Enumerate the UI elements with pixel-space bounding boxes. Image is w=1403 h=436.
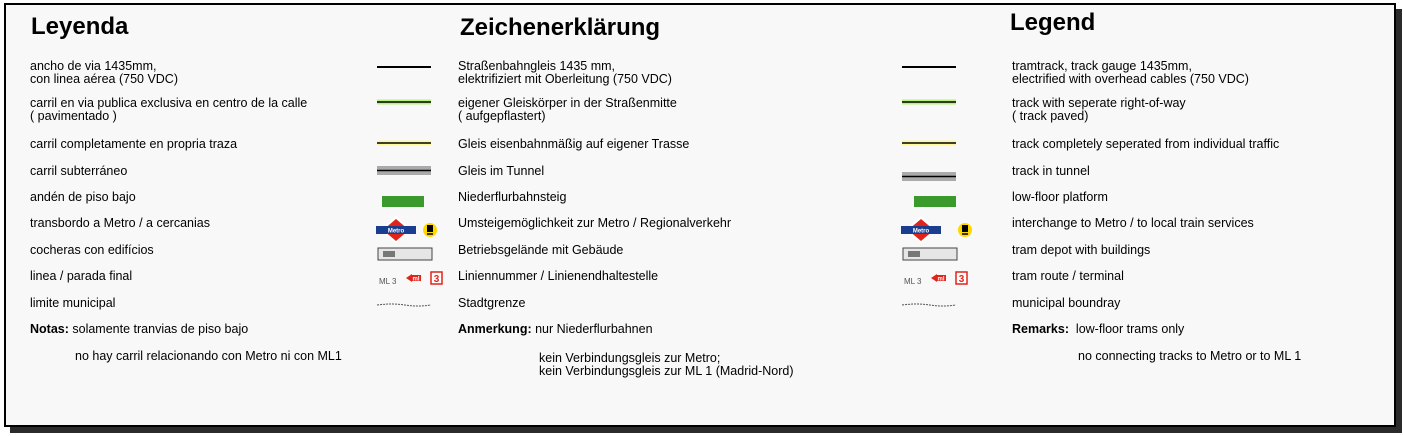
metro-icon [376,216,416,244]
metro-icon-label-es: Metro [387,228,405,235]
route-terminal-icon [379,272,442,286]
row-de-5: Niederflurbahnsteig [458,190,567,204]
notes-label-en: Remarks: [1012,322,1069,336]
terminal-label-es: 3 [433,274,440,285]
terminal-label-en: 3 [958,274,965,285]
notes-de [458,323,653,336]
title-de: Zeichenerklärung [460,14,661,41]
legend-panel [4,3,1396,427]
note2-de: kein Verbindungsgleis zur Metro; kein Verbindungsgleis zur ML 1 (Madrid-Nord) [539,351,794,378]
row-en-5: low-floor platform [1012,190,1108,204]
row-de-8: Liniennummer / Linienendhaltestelle [458,269,659,283]
row-es-1: ancho de via 1435mm, con linea aérea (750 VDC) [30,59,178,86]
row-es-3: carril completamente en propria traza [30,137,238,151]
row-en-4: track in tunnel [1012,164,1090,178]
row-en-1: tramtrack, track gauge 1435mm, electrified with overhead cables (750 VDC) [1012,59,1249,86]
row-en-3: track completely seperated from individual traffic [1012,137,1280,151]
route-label-en: ML 3 [904,277,922,286]
row-de-3: Gleis eisenbahnmäßig auf eigener Trasse [458,137,690,151]
row-de-7: Betriebsgelände mit Gebäude [458,243,624,257]
row-es-7: cocheras con edifícios [30,243,154,257]
row-es-9: limite municipal [30,296,116,310]
cercanias-icon [958,223,972,237]
notes-text-de: nur Niederflurbahnen [531,322,653,336]
row-es-5: andén de piso bajo [30,190,136,204]
depot-icon [378,248,432,260]
row-en-9: municipal boundray [1012,296,1121,310]
notes-es [30,323,248,336]
ml-label-es: ml [412,276,420,283]
row-de-6: Umsteigemöglichkeit zur Metro / Regionalverkehr [458,216,732,230]
row-es-4: carril subterráneo [30,164,128,178]
notes-label-es: Notas: [30,322,69,336]
row-de-2: eigener Gleiskörper in der Straßenmitte ( aufgepflastert) [458,96,677,123]
symbols-es [372,57,438,319]
metro-icon [901,216,941,244]
depot-icon [903,248,957,260]
title-en: Legend [1010,9,1096,36]
row-es-8: linea / parada final [30,269,133,283]
platform-icon [382,196,424,207]
row-de-1: Straßenbahngleis 1435 mm, elektrifiziert mit Oberleitung (750 VDC) [458,59,672,86]
platform-icon [914,196,956,207]
ml-label-en: ml [937,276,945,283]
notes-text-en: low-floor trams only [1068,322,1185,336]
notes-en [1012,323,1184,336]
row-en-8: tram route / terminal [1012,269,1124,283]
notes-label-de: Anmerkung: [458,322,532,336]
note2-en: no connecting tracks to Metro or to ML 1 [1078,349,1302,363]
row-en-2: track with seperate right-of-way ( track paved) [1012,96,1186,123]
cercanias-icon [423,223,437,237]
route-label-es: ML 3 [379,277,397,286]
note2-es: no hay carril relacionando con Metro ni con ML1 [75,349,342,363]
row-en-6: interchange to Metro / to local train services [1012,216,1254,230]
title-es: Leyenda [31,13,129,40]
notes-text-es: solamente tranvias de piso bajo [68,322,249,336]
symbols-en [897,57,963,319]
row-es-2: carril en via publica exclusiva en centro de la calle ( pavimentado ) [30,96,308,123]
route-terminal-icon [904,272,967,286]
row-en-7: tram depot with buildings [1012,243,1151,257]
boundary-icon [902,304,956,306]
metro-icon-label-en: Metro [912,228,930,235]
row-de-9: Stadtgrenze [458,296,526,310]
row-de-4: Gleis im Tunnel [458,164,545,178]
boundary-icon [377,304,431,306]
row-es-6: transbordo a Metro / a cercanias [30,216,210,230]
